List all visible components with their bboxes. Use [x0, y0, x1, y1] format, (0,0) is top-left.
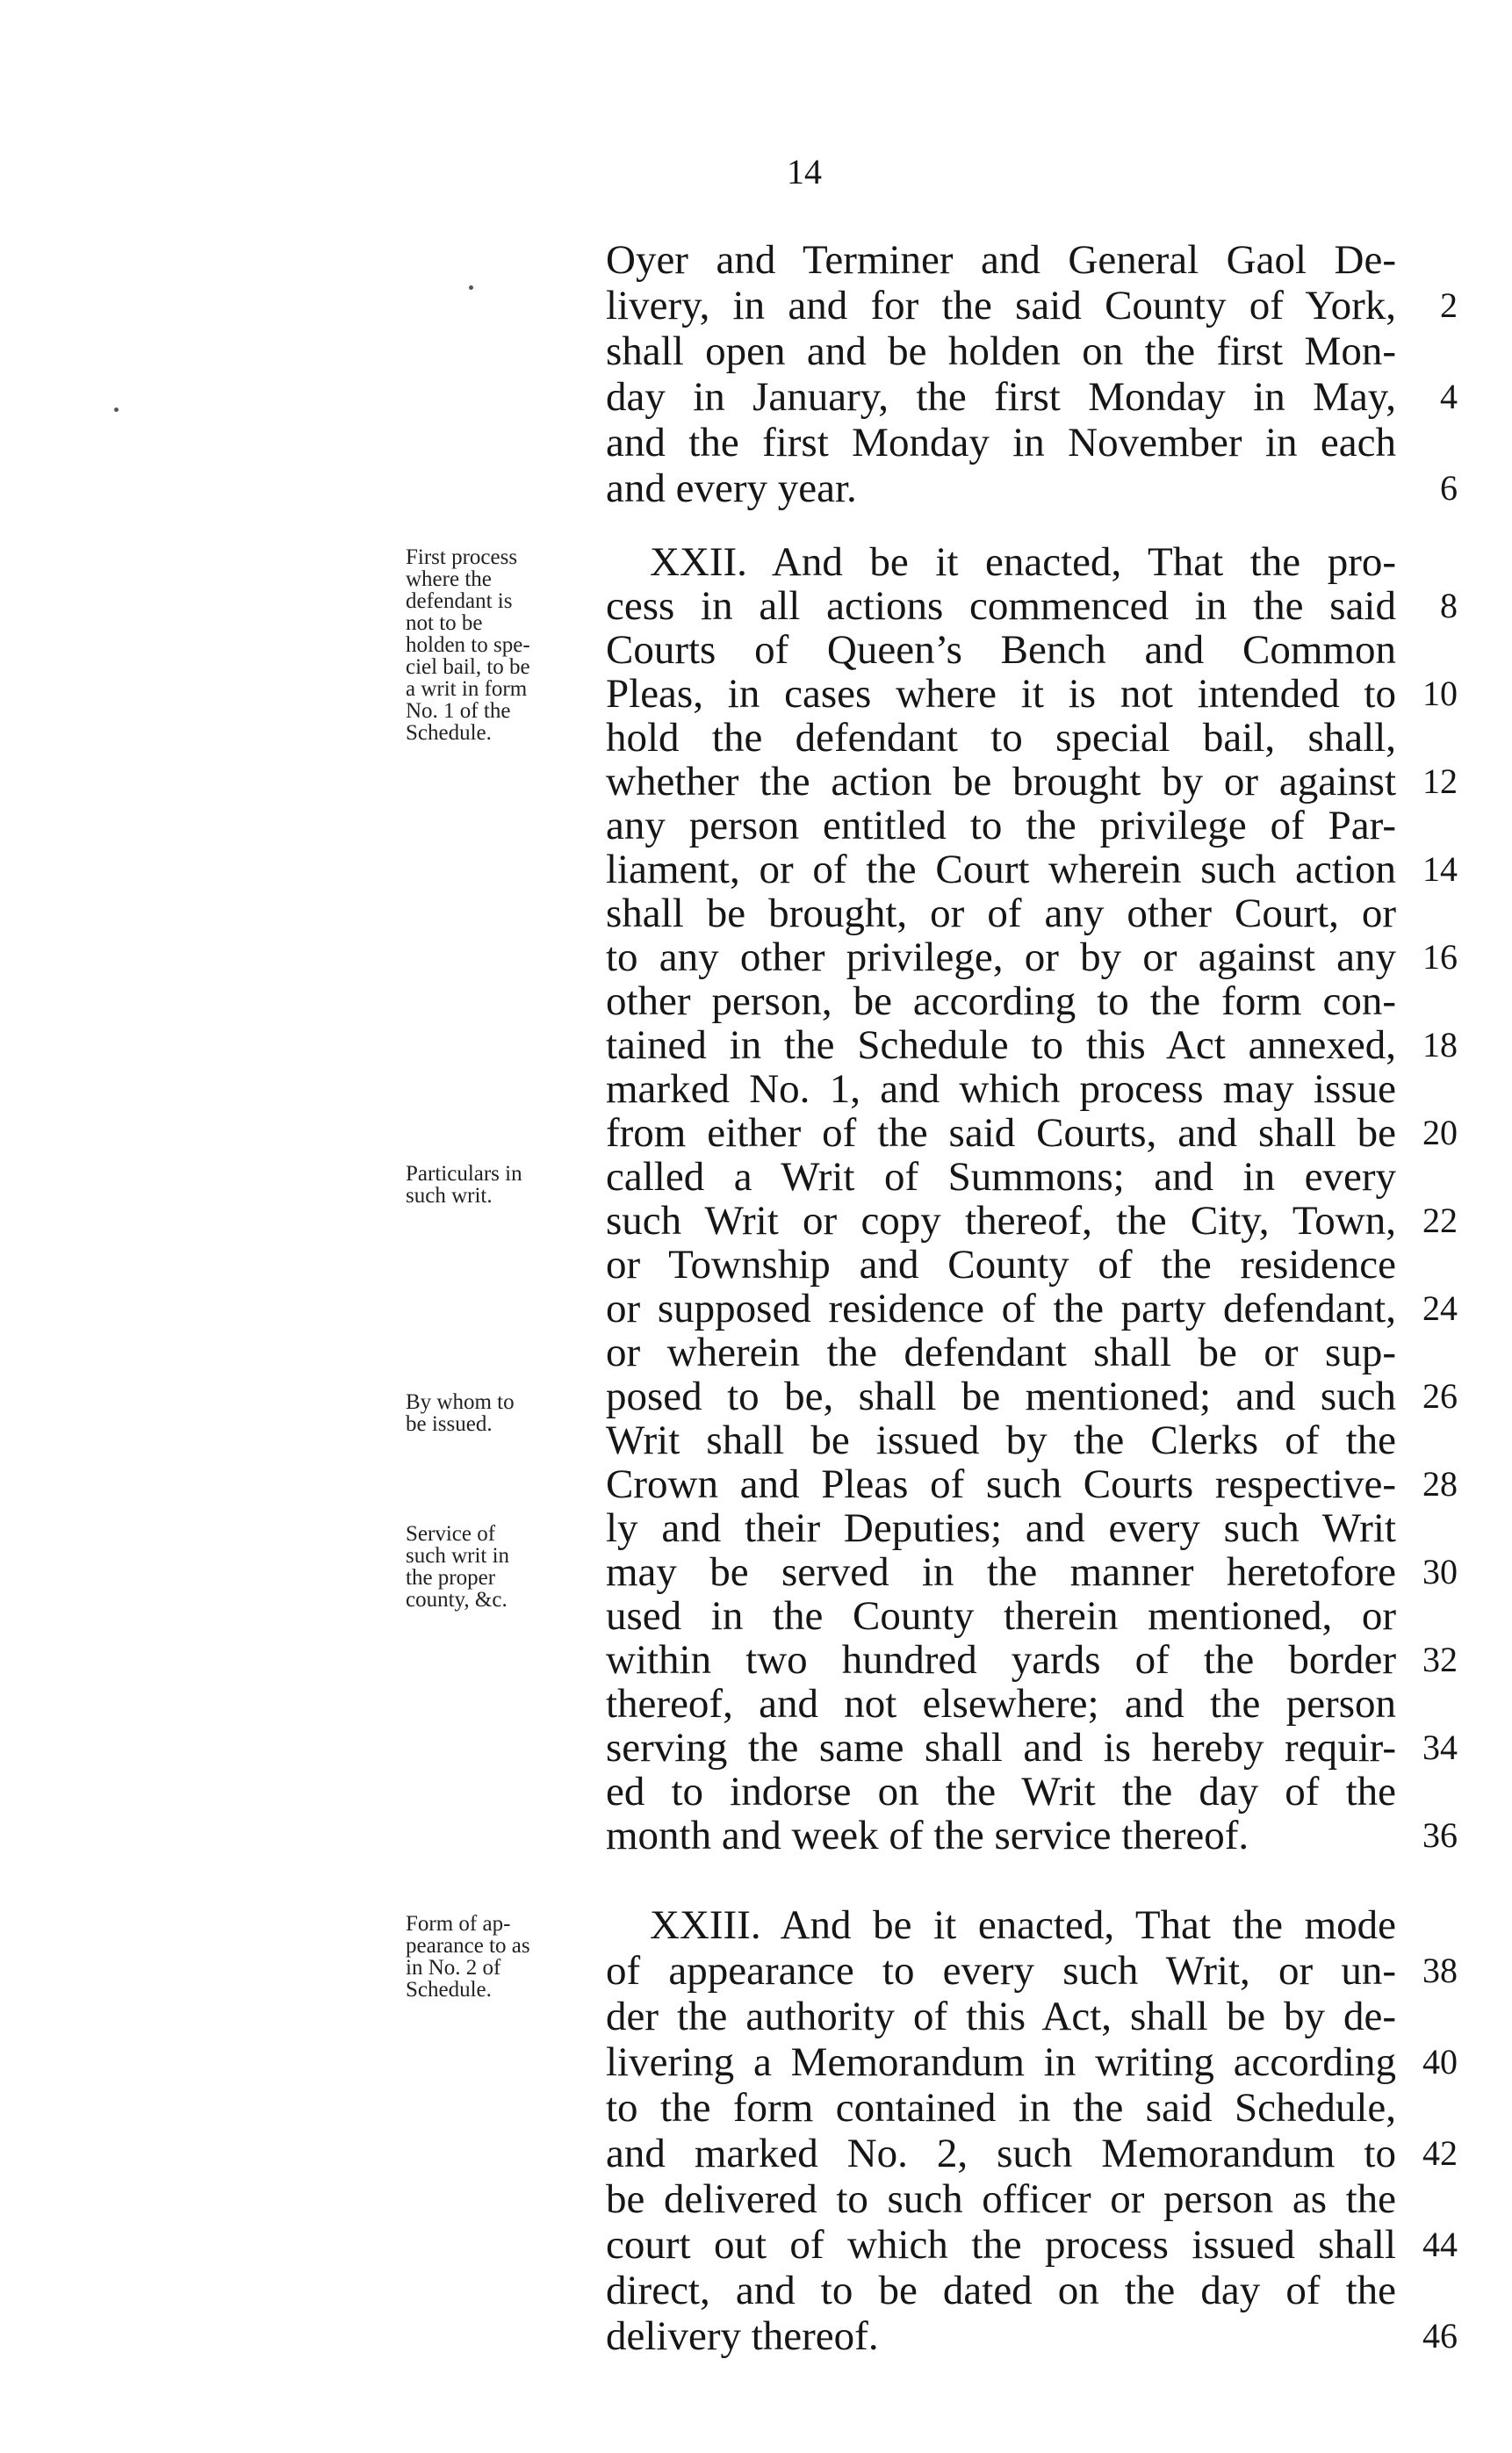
section-heading-line: XXII. And be it enacted, That the pro- [650, 539, 1396, 585]
margin-note-line: Form of ap- [406, 1912, 511, 1936]
line-number: 36 [1422, 1815, 1458, 1855]
text-line: be delivered to such officer or person as the [606, 2176, 1396, 2222]
text-line: court out of which the process issued shall [606, 2222, 1396, 2268]
line-number: 4 [1440, 377, 1458, 416]
line-number: 38 [1422, 1951, 1458, 1990]
margin-note-line: pearance to as [406, 1934, 530, 1958]
print-speck [114, 408, 119, 412]
print-speck [469, 285, 473, 290]
text-line: month and week of the service thereof. [606, 1813, 1249, 1858]
line-number: 30 [1422, 1552, 1458, 1591]
line-number: 16 [1422, 937, 1458, 977]
text-line: thereof, and not elsewhere; and the person [606, 1681, 1396, 1727]
margin-note-line: in No. 2 of [406, 1956, 501, 1980]
text-line: Writ shall be issued by the Clerks of the [606, 1418, 1396, 1463]
text-line: der the authority of this Act, shall be by de- [606, 1994, 1396, 2039]
text-line: Crown and Pleas of such Courts respective- [606, 1461, 1396, 1507]
text-line: or wherein the defendant shall be or sup- [606, 1330, 1396, 1375]
line-number: 32 [1422, 1640, 1458, 1679]
line-number: 14 [1422, 849, 1458, 889]
text-line: serving the same shall and is hereby requir- [606, 1725, 1396, 1771]
line-number: 18 [1422, 1025, 1458, 1064]
margin-note-line: Service of [406, 1522, 496, 1546]
text-line: shall open and be holden on the first Mon- [606, 328, 1396, 374]
line-number: 42 [1422, 2133, 1458, 2173]
margin-note-line: not to be [406, 611, 483, 635]
margin-note-line: No. 1 of the [406, 699, 511, 723]
page-number: 14 [787, 152, 822, 191]
text-line: used in the County therein mentioned, or [606, 1593, 1396, 1639]
text-line: delivery thereof. [606, 2313, 879, 2359]
text-line: to any other privilege, or by or against any [606, 934, 1396, 980]
text-line: and marked No. 2, such Memorandum to [606, 2131, 1396, 2176]
margin-note-line: Schedule. [406, 721, 492, 745]
margin-note-first-process [406, 546, 590, 744]
text-line: marked No. 1, and which process may issue [606, 1066, 1396, 1112]
margin-note-service [406, 1523, 590, 1611]
margin-note-line: such writ in [406, 1544, 510, 1568]
text-line: within two hundred yards of the border [606, 1637, 1396, 1683]
margin-note-line: Schedule. [406, 1978, 492, 2002]
text-line: shall be brought, or of any other Court, or [606, 891, 1396, 936]
line-number: 44 [1422, 2225, 1458, 2264]
text-line: livering a Memorandum in writing according [606, 2039, 1396, 2085]
margin-note-by-whom [406, 1391, 590, 1435]
line-number: 22 [1422, 1201, 1458, 1240]
margin-note-line: ciel bail, to be [406, 655, 530, 679]
text-line: liament, or of the Court wherein such action [606, 847, 1396, 892]
text-line: day in January, the first Monday in May, [606, 374, 1396, 420]
text-line: direct, and to be dated on the day of the [606, 2268, 1396, 2313]
text-line: and every year. [606, 465, 857, 511]
text-line: from either of the said Courts, and shall be [606, 1110, 1396, 1156]
text-line: ed to indorse on the Writ the day of the [606, 1769, 1396, 1814]
text-line: and the first Monday in November in each [606, 420, 1396, 465]
text-line: other person, be according to the form con- [606, 978, 1396, 1024]
margin-note-line: such writ. [406, 1184, 493, 1208]
text-line: Oyer and Terminer and General Gaol De- [606, 237, 1396, 283]
margin-note-line: the proper [406, 1566, 496, 1590]
line-number: 40 [1422, 2042, 1458, 2081]
margin-note-line: First process [406, 545, 518, 569]
margin-note-line: holden to spe- [406, 633, 530, 657]
text-line: called a Writ of Summons; and in every [606, 1154, 1396, 1200]
line-number: 12 [1422, 761, 1458, 801]
line-number: 20 [1422, 1113, 1458, 1152]
text-line: or supposed residence of the party defendant, [606, 1286, 1396, 1331]
section-heading-line: XXIII. And be it enacted, That the mode [650, 1902, 1396, 1948]
line-number: 10 [1422, 674, 1458, 713]
text-line: cess in all actions commenced in the said [606, 583, 1396, 629]
text-line: tained in the Schedule to this Act annexed, [606, 1022, 1396, 1068]
text-line: hold the defendant to special bail, shall, [606, 715, 1396, 761]
margin-note-line: a writ in form [406, 677, 528, 701]
margin-note-line: where the [406, 567, 492, 591]
text-line: such Writ or copy thereof, the City, Town, [606, 1198, 1396, 1244]
line-number: 8 [1440, 586, 1458, 625]
text-line: Pleas, in cases where it is not intended to [606, 671, 1396, 717]
line-number: 26 [1422, 1376, 1458, 1416]
line-number: 24 [1422, 1288, 1458, 1328]
text-line: Courts of Queen’s Bench and Common [606, 627, 1396, 673]
margin-note-line: By whom to [406, 1390, 515, 1414]
text-line: to the form contained in the said Schedule, [606, 2085, 1396, 2131]
text-line: of appearance to every such Writ, or un- [606, 1948, 1396, 1994]
text-line: livery, in and for the said County of York, [606, 283, 1396, 328]
line-number: 2 [1440, 285, 1458, 325]
text-line: whether the action be brought by or against [606, 759, 1396, 804]
margin-note-line: Particulars in [406, 1162, 522, 1186]
margin-note-line: be issued. [406, 1412, 493, 1436]
margin-note-line: county, &c. [406, 1588, 508, 1612]
line-number: 6 [1440, 468, 1458, 508]
line-number: 28 [1422, 1464, 1458, 1504]
line-number: 34 [1422, 1728, 1458, 1767]
text-line: posed to be, shall be mentioned; and such [606, 1374, 1396, 1419]
text-line: or Township and County of the residence [606, 1242, 1396, 1288]
text-line: may be served in the manner heretofore [606, 1549, 1396, 1595]
margin-note-line: defendant is [406, 589, 513, 613]
margin-note-form-of-appearance [406, 1913, 590, 2001]
line-number: 46 [1422, 2316, 1458, 2356]
margin-note-particulars [406, 1163, 590, 1207]
text-line: any person entitled to the privilege of Par- [606, 803, 1396, 848]
text-line: ly and their Deputies; and every such Writ [606, 1505, 1396, 1551]
